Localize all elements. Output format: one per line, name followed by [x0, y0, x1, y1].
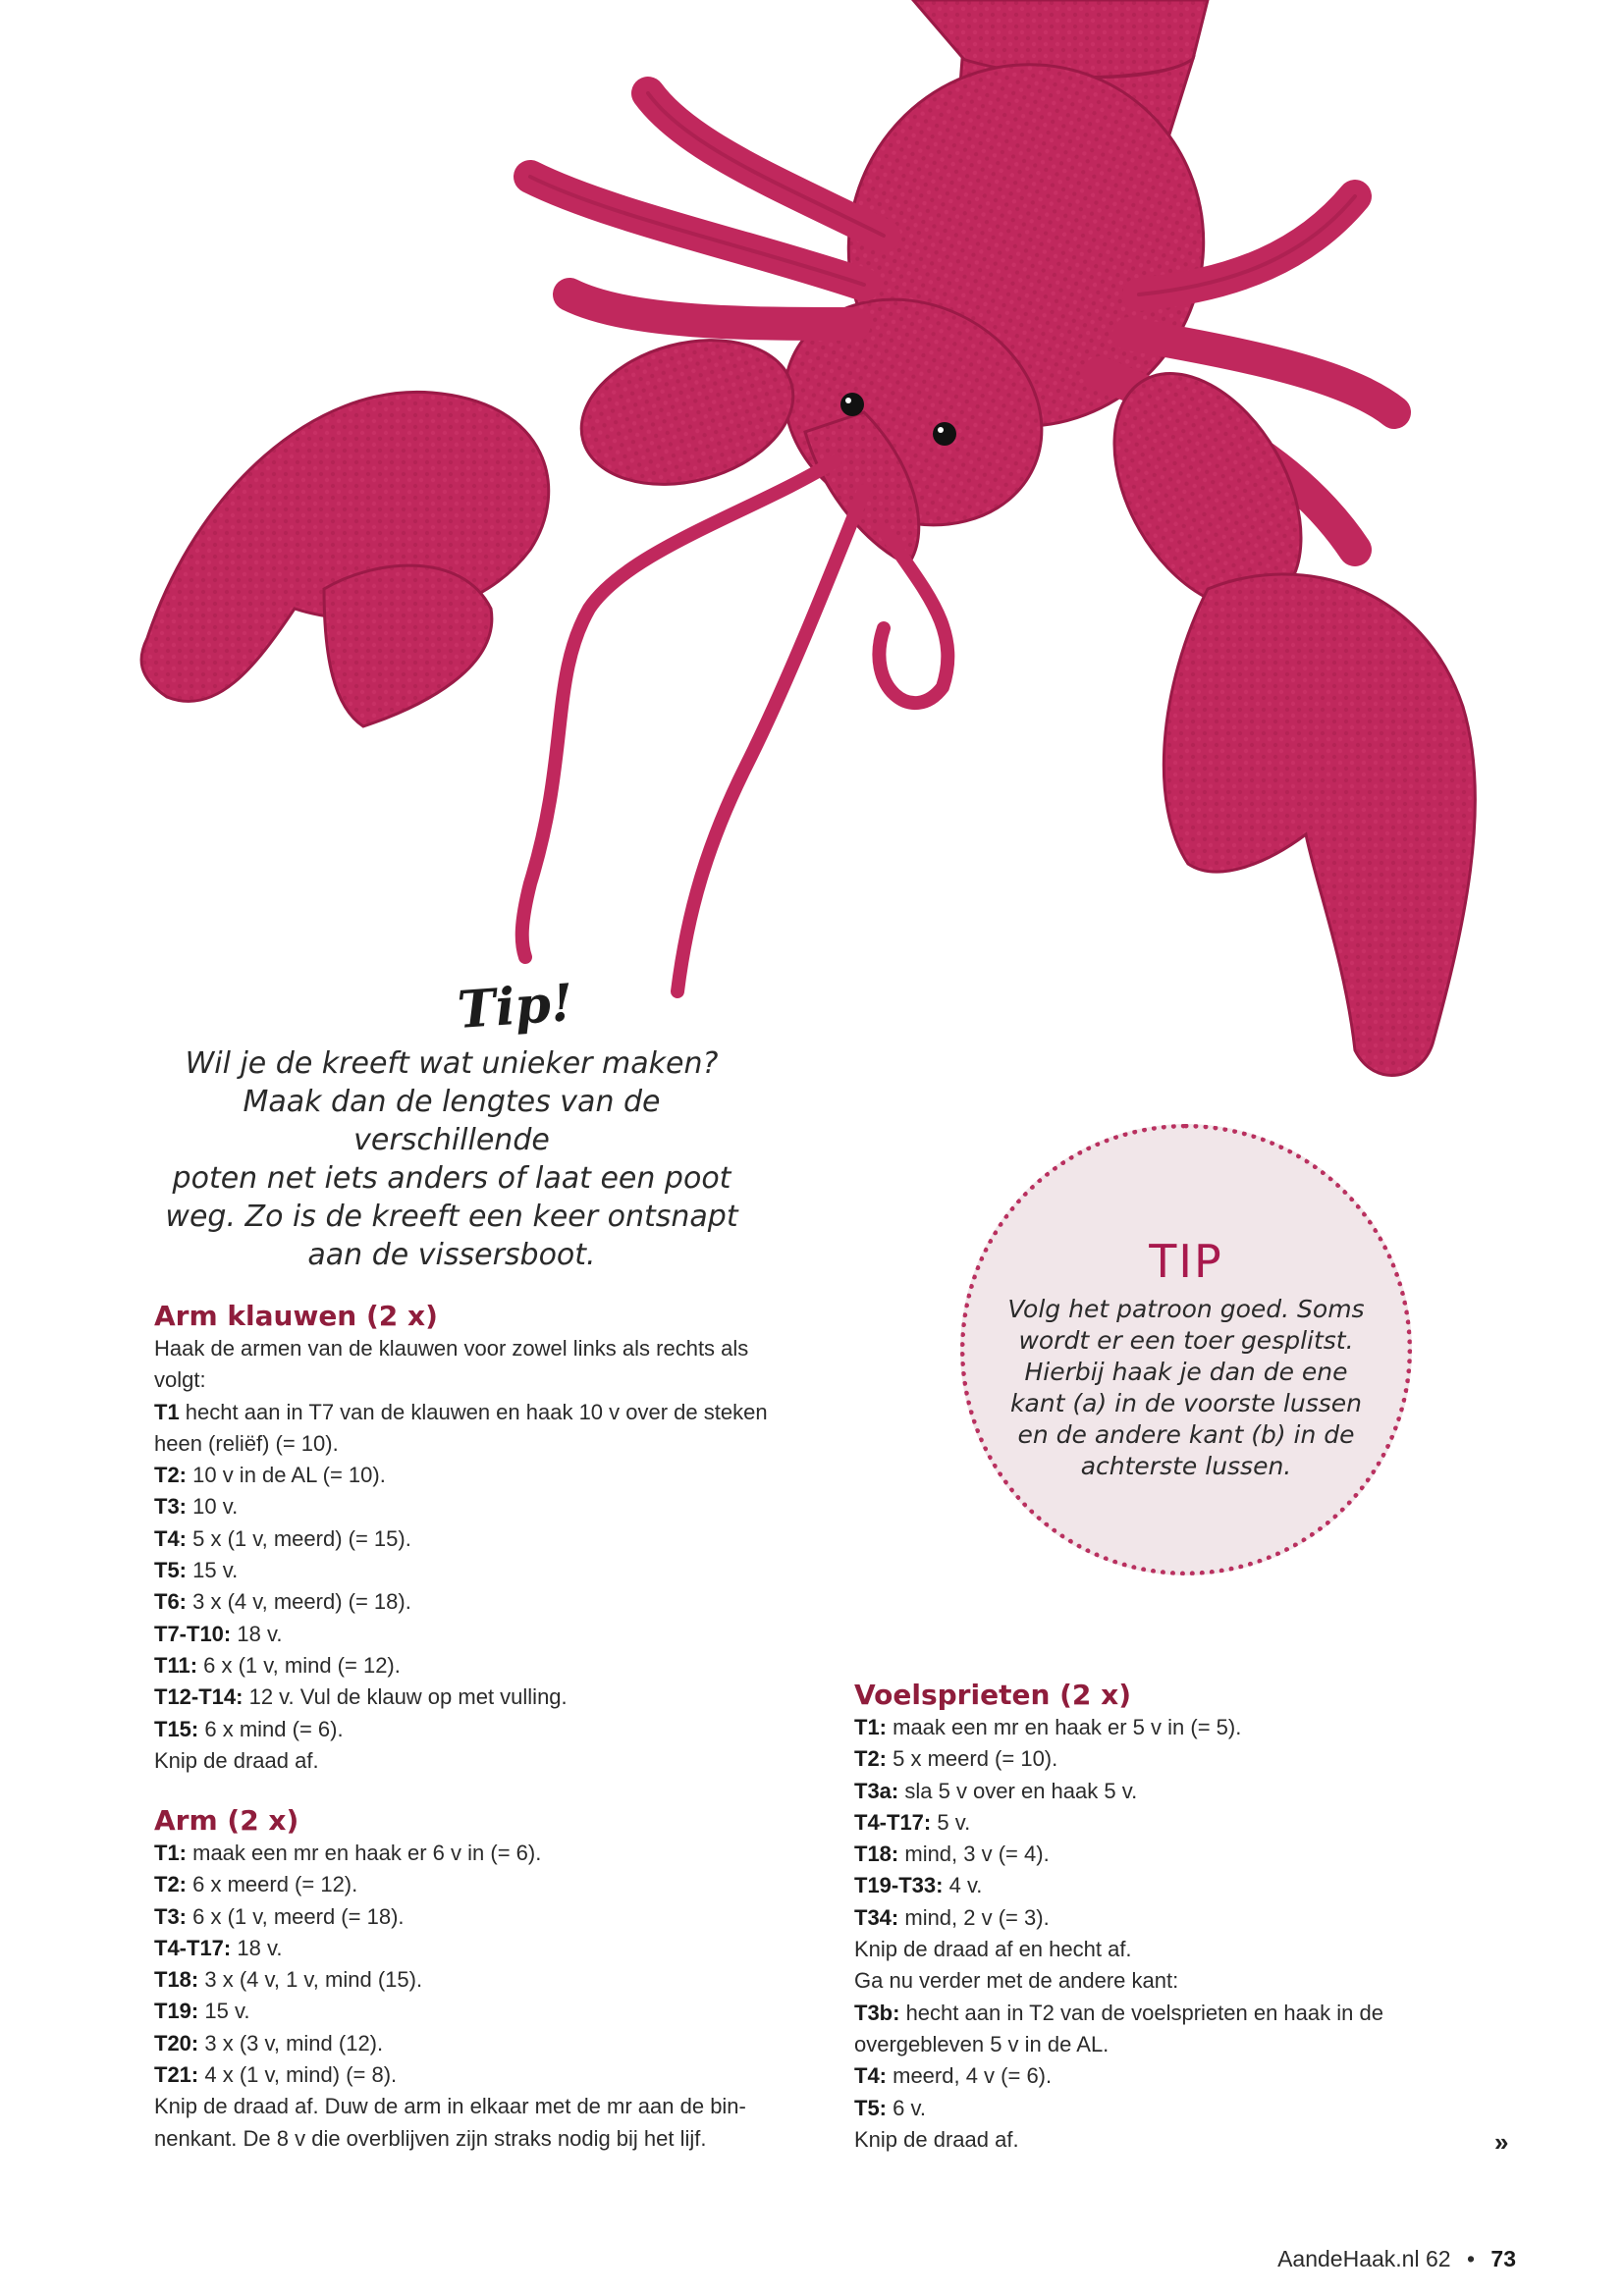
round-text: mind, 2 v (= 3). — [898, 1904, 1050, 1930]
footer-bullet: • — [1466, 2246, 1476, 2271]
round-row — [154, 1397, 841, 1428]
round-label: T1 — [154, 1399, 180, 1424]
left-eye — [840, 393, 864, 416]
round-label: T4: — [854, 2063, 887, 2089]
section-heading: Arm (2 x) — [154, 1804, 299, 1837]
round-row — [154, 1838, 841, 1869]
round-text: 18 v. — [231, 1935, 283, 1960]
round-row — [154, 2028, 841, 2059]
round-label: T20: — [154, 2030, 199, 2056]
round-label: T4: — [154, 1525, 187, 1551]
round-text: 5 x meerd (= 10). — [887, 1746, 1058, 1772]
round-text: sla 5 v over en haak 5 v. — [898, 1778, 1138, 1803]
round-label: T19-T33: — [854, 1873, 944, 1898]
page-footer — [1277, 2246, 1516, 2272]
round-text: 3 x (3 v, mind (12). — [198, 2030, 384, 2056]
round-label: T11: — [154, 1652, 198, 1678]
round-label: T18: — [854, 1842, 899, 1867]
round-text: 10 v. — [187, 1494, 239, 1520]
tip-circle-body — [995, 1294, 1378, 1482]
round-label: T4-T17: — [154, 1935, 232, 1960]
round-row — [154, 1933, 841, 1964]
round-row — [154, 1523, 841, 1555]
tip-script-line: Wil je de kreeft wat unieker maken? — [185, 1046, 719, 1081]
tip-circle-line: kant (a) in de voorste lussen — [1010, 1389, 1362, 1417]
round-text: 18 v. — [231, 1621, 283, 1646]
round-label: T1: — [154, 1841, 187, 1865]
round-text: 15 v. — [187, 1558, 239, 1583]
right-eye — [933, 422, 956, 446]
round-text: meerd, 4 v (= 6). — [887, 2063, 1053, 2089]
round-label: T1: — [854, 1715, 887, 1739]
section-arm — [154, 1804, 841, 2155]
round-row — [154, 1964, 841, 1996]
round-row — [854, 1776, 1483, 1807]
tip-script-line: Maak dan de lengtes van de verschillende — [243, 1085, 661, 1157]
round-text: hecht aan in T2 van de voelsprieten en haak in de — [899, 2000, 1383, 2025]
round-text: 3 x (4 v, meerd) (= 18). — [187, 1589, 411, 1615]
tip-circle-line: Hierbij haak je dan de ene — [1024, 1358, 1348, 1386]
tip-circle-line: achterste lussen. — [1080, 1452, 1292, 1480]
round-label: T3b: — [854, 2000, 900, 2025]
round-label: T15: — [154, 1716, 199, 1741]
round-text: 6 v. — [887, 2095, 926, 2120]
round-text: 5 x (1 v, meerd) (= 15). — [187, 1525, 411, 1551]
round-label: T5: — [854, 2095, 887, 2120]
tip-script-title: Tip! — [456, 972, 575, 1041]
round-label: T6: — [154, 1589, 187, 1615]
round-label: T12-T14: — [154, 1684, 244, 1710]
round-text: 5 v. — [931, 1809, 971, 1835]
round-text: 6 x mind (= 6). — [198, 1716, 344, 1741]
page-number: 73 — [1490, 2246, 1516, 2271]
instruction-text: Knip de draad af. — [854, 2126, 1019, 2152]
round-row — [154, 1619, 841, 1650]
round-text-continued: overgebleven 5 v in de AL. — [854, 2031, 1110, 2056]
round-label: T5: — [154, 1558, 187, 1583]
round-row — [854, 1870, 1483, 1901]
round-text: 10 v in de AL (= 10). — [187, 1463, 386, 1488]
round-label: T3a: — [854, 1778, 899, 1803]
round-row — [154, 1714, 841, 1745]
round-row — [854, 1712, 1483, 1743]
section-heading: Arm klauwen (2 x) — [154, 1300, 438, 1332]
instruction-text: nenkant. De 8 v die overblijven zijn straks nodig bij het lijf. — [154, 2125, 707, 2151]
round-text-continued: heen (reliëf) (= 10). — [154, 1430, 339, 1456]
instruction-text: volgt: — [154, 1367, 206, 1393]
tip-circle-line: en de andere kant (b) in de — [1017, 1420, 1355, 1449]
round-label: T2: — [854, 1746, 887, 1772]
round-label: T3: — [154, 1903, 187, 1929]
round-text: hecht aan in T7 van de klauwen en haak 10 v over de steken — [179, 1399, 768, 1424]
continue-icon: » — [1494, 2127, 1509, 2157]
round-row — [154, 1586, 841, 1618]
round-row — [154, 1869, 841, 1900]
round-row — [154, 1996, 841, 2027]
round-label: T3: — [154, 1494, 187, 1520]
round-row — [154, 1491, 841, 1522]
round-row — [854, 1743, 1483, 1775]
round-label: T19: — [154, 1999, 199, 2024]
tip-circle-line: Volg het patroon goed. Soms — [1007, 1295, 1365, 1323]
round-label: T7-T10: — [154, 1621, 232, 1646]
round-label: T34: — [854, 1904, 899, 1930]
tip-script-block — [147, 972, 756, 1274]
section-voelsprieten — [854, 1679, 1483, 2156]
round-row — [154, 1650, 841, 1682]
tip-script-line: poten net iets anders of laat een poot — [172, 1161, 731, 1196]
round-row — [854, 2060, 1483, 2092]
tip-circle-line: wordt er een toer gesplitst. — [1018, 1326, 1354, 1355]
round-text: 6 x (1 v, meerd (= 18). — [187, 1903, 405, 1929]
round-text: 6 x meerd (= 12). — [187, 1872, 358, 1897]
round-row — [154, 1555, 841, 1586]
round-text: mind, 3 v (= 4). — [898, 1842, 1050, 1867]
instruction-text: Knip de draad af. Duw de arm in elkaar met de mr aan de bin- — [154, 2094, 746, 2119]
round-row — [854, 1807, 1483, 1839]
lobster-illustration — [0, 0, 1624, 1119]
section-arm-klauwen — [154, 1300, 841, 1777]
tip-circle-title: TIP — [1149, 1235, 1223, 1288]
round-text: 6 x (1 v, mind (= 12). — [197, 1652, 401, 1678]
section-heading: Voelsprieten (2 x) — [854, 1679, 1132, 1711]
instruction-text: Ga nu verder met de andere kant: — [854, 1968, 1179, 1994]
round-label: T4-T17: — [854, 1809, 932, 1835]
round-row — [854, 1998, 1483, 2029]
round-text: maak een mr en haak er 5 v in (= 5). — [887, 1715, 1242, 1739]
round-text: 12 v. Vul de klauw op met vulling. — [243, 1684, 568, 1710]
round-row — [154, 1901, 841, 1933]
tip-script-line: weg. Zo is de kreeft een keer ontsnapt — [165, 1200, 738, 1234]
round-row — [154, 2059, 841, 2091]
round-row — [854, 1902, 1483, 1934]
round-text: 4 x (1 v, mind) (= 8). — [198, 2062, 398, 2088]
instruction-text: Knip de draad af. — [154, 1747, 319, 1773]
round-label: T18: — [154, 1967, 199, 1993]
round-row — [154, 1682, 841, 1713]
round-row — [854, 2093, 1483, 2124]
round-row — [854, 1839, 1483, 1870]
instruction-text: Knip de draad af en hecht af. — [854, 1937, 1132, 1962]
tip-script-line: aan de vissersboot. — [307, 1238, 596, 1272]
magazine-name: AandeHaak.nl 62 — [1277, 2246, 1451, 2271]
round-text: 4 v. — [943, 1873, 983, 1898]
round-text: 15 v. — [198, 1999, 250, 2024]
round-text: 3 x (4 v, 1 v, mind (15). — [198, 1967, 423, 1993]
round-label: T2: — [154, 1872, 187, 1897]
round-text: maak een mr en haak er 6 v in (= 6). — [187, 1841, 542, 1865]
instruction-text: Haak de armen van de klauwen voor zowel links als rechts als — [154, 1336, 749, 1361]
round-label: T21: — [154, 2062, 199, 2088]
round-label: T2: — [154, 1463, 187, 1488]
tip-circle — [960, 1124, 1412, 1575]
round-row — [154, 1460, 841, 1491]
